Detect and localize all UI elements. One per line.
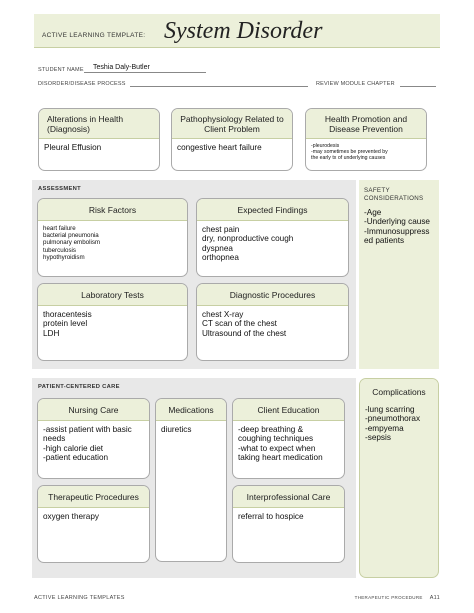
- safety-considerations-panel: [359, 180, 439, 369]
- diagnostic-procedures-title: Diagnostic Procedures: [197, 284, 348, 306]
- client-education-item: -deep breathing &: [238, 425, 304, 434]
- client-education-content[interactable]: [233, 421, 344, 467]
- medications-title: Medications: [156, 399, 226, 421]
- therapeutic-procedures-title: Therapeutic Procedures: [38, 486, 149, 508]
- nursing-care-box: [37, 398, 150, 479]
- footer-left: ACTIVE LEARNING TEMPLATES: [34, 595, 125, 601]
- page-footer: [34, 595, 440, 601]
- alterations-box: [38, 108, 160, 171]
- page-title: System Disorder: [164, 18, 323, 44]
- student-name-line: [84, 72, 206, 73]
- pathophysiology-content[interactable]: congestive heart failure: [177, 143, 262, 152]
- footer-right: [355, 595, 440, 601]
- finding-item: dyspnea: [202, 243, 233, 253]
- lab-test-item: thoracentesis: [43, 310, 92, 319]
- interprofessional-care-title: Interprofessional Care: [233, 486, 344, 508]
- risk-factors-title: Risk Factors: [38, 199, 187, 221]
- safety-title-line: SAFETY: [364, 187, 390, 194]
- client-education-item: coughing techniques: [238, 434, 314, 444]
- complications-title: Complications: [360, 379, 438, 405]
- nursing-care-item: needs: [43, 434, 66, 444]
- health-promotion-line: -may sometimes be prevented by: [311, 149, 388, 156]
- safety-title-line: CONSIDERATIONS: [364, 194, 424, 202]
- alterations-title: Alterations in Health (Diagnosis): [39, 109, 159, 139]
- lab-test-item: LDH: [43, 328, 60, 338]
- nursing-care-content[interactable]: [38, 421, 149, 467]
- finding-item: chest pain: [202, 225, 240, 234]
- complications-content[interactable]: [360, 405, 438, 447]
- finding-item: orthopnea: [202, 253, 239, 263]
- template-header: [34, 14, 440, 48]
- nursing-care-item: -patient education: [43, 453, 109, 463]
- medication-item: diuretics: [161, 425, 192, 434]
- health-promotion-title: Health Promotion and Disease Prevention: [306, 109, 426, 139]
- risk-factor-item: bacterial pneumonia: [43, 232, 99, 240]
- expected-findings-box: [196, 198, 349, 277]
- pathophysiology-title: Pathophysiology Related to Client Problem: [172, 109, 292, 139]
- diagnostic-item: chest X-ray: [202, 310, 244, 319]
- footer-subtitle: THERAPEUTIC PROCEDURE: [354, 595, 423, 600]
- alterations-content[interactable]: Pleural Effusion: [44, 143, 102, 152]
- interprofessional-care-content[interactable]: [233, 508, 344, 525]
- therapeutic-procedures-box: [37, 485, 150, 563]
- expected-findings-content[interactable]: [197, 221, 348, 267]
- page-number: A11: [429, 595, 440, 601]
- disorder-line[interactable]: [130, 86, 308, 87]
- medications-content[interactable]: [156, 421, 226, 438]
- nursing-care-item: -assist patient with basic: [43, 425, 132, 434]
- client-education-box: [232, 398, 345, 479]
- client-education-title: Client Education: [233, 399, 344, 421]
- medications-box: [155, 398, 227, 562]
- review-label: REVIEW MODULE CHAPTER: [316, 81, 395, 87]
- safety-item: -Underlying cause: [364, 217, 430, 227]
- expected-findings-title: Expected Findings: [197, 199, 348, 221]
- safety-item: ed patients: [364, 236, 405, 246]
- complication-item: -sepsis: [365, 433, 391, 443]
- risk-factors-content[interactable]: [38, 221, 187, 265]
- nursing-care-title: Nursing Care: [38, 399, 149, 421]
- complication-item: -pneumothorax: [365, 414, 421, 424]
- complications-panel: [359, 378, 439, 578]
- risk-factors-box: [37, 198, 188, 277]
- laboratory-tests-title: Laboratory Tests: [38, 284, 187, 306]
- health-promotion-line: the early tx of underlying causes: [311, 155, 386, 162]
- template-label: ACTIVE LEARNING TEMPLATE:: [42, 32, 146, 39]
- safety-content[interactable]: [359, 202, 439, 252]
- therapeutic-item: oxygen therapy: [43, 512, 99, 521]
- risk-factor-item: tuberculosis: [43, 246, 77, 254]
- risk-factor-item: hypothyroidism: [43, 253, 85, 261]
- health-promotion-box: [305, 108, 427, 171]
- therapeutic-procedures-content[interactable]: [38, 508, 149, 525]
- complication-item: -lung scarring: [365, 405, 415, 414]
- interprofessional-care-box: [232, 485, 345, 563]
- lab-test-item: protein level: [43, 319, 88, 329]
- diagnostic-item: CT scan of the chest: [202, 319, 277, 329]
- diagnostic-procedures-box: [196, 283, 349, 361]
- safety-item: -Age: [364, 208, 382, 217]
- disorder-label: DISORDER/DISEASE PROCESS: [38, 81, 126, 87]
- review-line[interactable]: [400, 86, 436, 87]
- interprofessional-item: referral to hospice: [238, 512, 304, 521]
- student-name-value[interactable]: Teshia Daly-Butler: [93, 64, 150, 71]
- laboratory-tests-box: [37, 283, 188, 361]
- complication-item: -empyema: [365, 423, 404, 433]
- client-education-item: -what to expect when: [238, 443, 316, 453]
- patient-care-label: PATIENT-CENTERED CARE: [38, 384, 120, 390]
- pathophysiology-box: [171, 108, 293, 171]
- student-name-label: STUDENT NAME: [38, 67, 84, 73]
- health-promotion-line: -pleurodesis: [311, 143, 340, 149]
- diagnostic-procedures-content[interactable]: [197, 306, 348, 342]
- client-education-item: taking heart medication: [238, 453, 323, 463]
- safety-item: -Immunosuppress: [364, 226, 430, 236]
- finding-item: dry, nonproductive cough: [202, 234, 294, 244]
- laboratory-tests-content[interactable]: [38, 306, 187, 342]
- risk-factor-item: heart failure: [43, 225, 76, 232]
- diagnostic-item: Ultrasound of the chest: [202, 328, 287, 338]
- assessment-label: ASSESSMENT: [38, 186, 81, 192]
- nursing-care-item: -high calorie diet: [43, 443, 104, 453]
- risk-factor-item: pulmonary embolism: [43, 239, 101, 247]
- health-promotion-content[interactable]: [306, 139, 426, 166]
- safety-title: [359, 180, 439, 202]
